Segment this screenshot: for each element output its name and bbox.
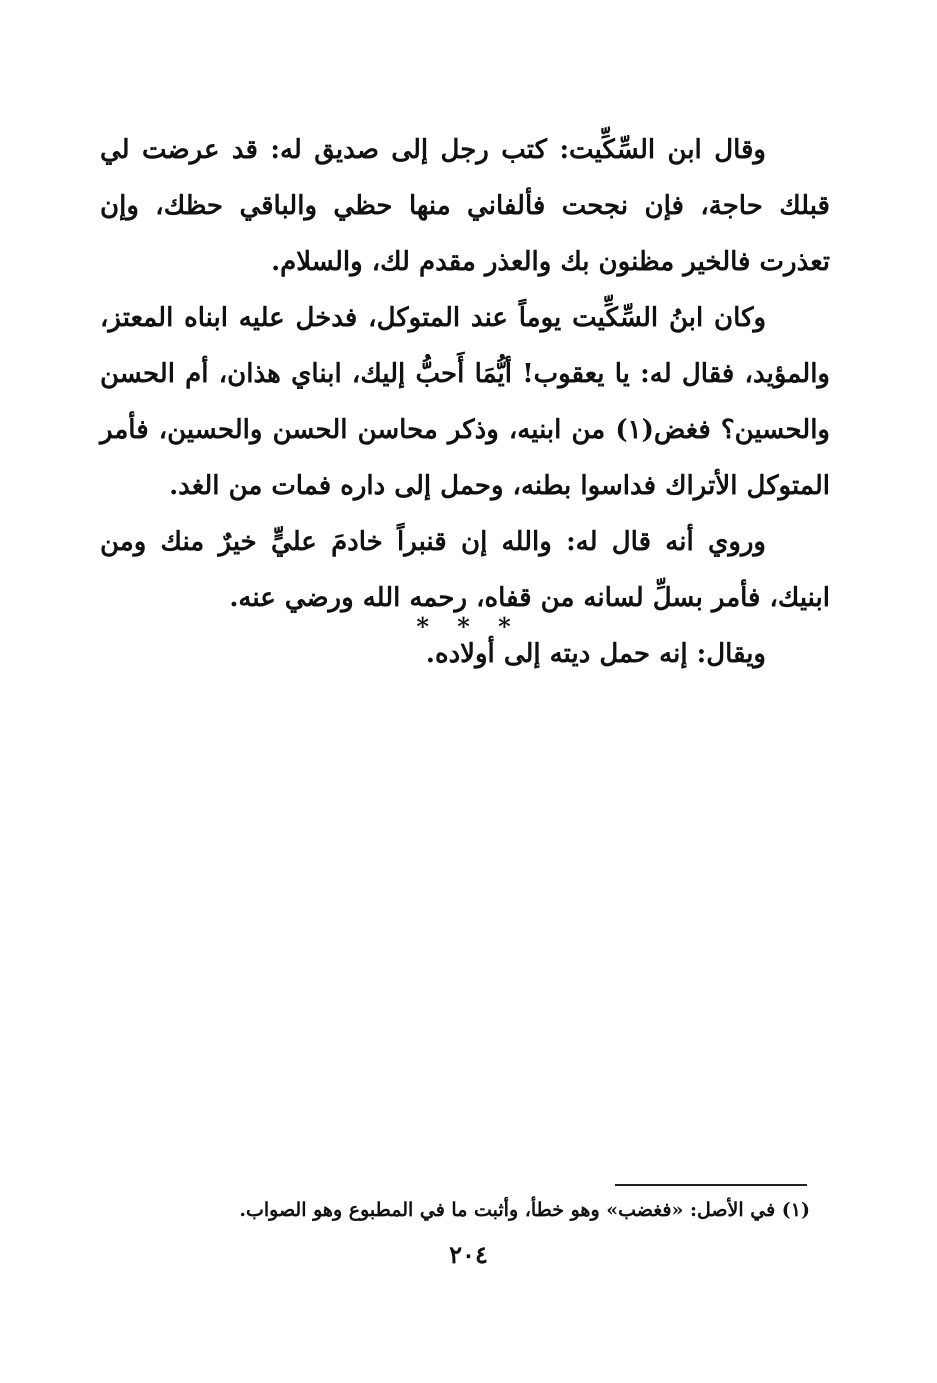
paragraph-2: وكان ابنُ السِّكِّيت يوماً عند المتوكل، فدخل عليه ابناه المعتز، والمؤيد، فقال له: يا يعقوب! أيُّمَا أَحبُّ إليك، ابناي هذان، أم الحسن والحسين؟ فغض(١) من ابنيه، وذكر محاسن الحسن والحسين، فأمر المتوكل الأتراك فداسوا بطنه، وحمل إلى داره فمات من الغد. — [100, 303, 830, 501]
paragraph-1: وقال ابن السِّكِّيت: كتب رجل إلى صديق له: قد عرضت لي قبلك حاجة، فإن نجحت فألفاني منها حظي والباقي حظك، وإن تعذرت فالخير مظنون بك والعذر مقدم لك، والسلام. — [100, 135, 830, 277]
main-text — [100, 122, 830, 682]
page-number: ٢٠٤ — [449, 1240, 488, 1269]
footnote-divider — [615, 1184, 807, 1186]
footnote: (١) في الأصل: «فغضب» وهو خطأ، وأثبت ما في المطبوع وهو الصواب. — [239, 1199, 810, 1221]
paragraph-4: ويقال: إنه حمل ديته إلى أولاده. — [425, 639, 766, 669]
section-separator: * * * — [416, 612, 521, 641]
paragraph-3: وروي أنه قال له: والله إن قنبراً خادمَ عليٍّ خيرٌ منك ومن ابنيك، فأمر بسلِّ لسانه من قفاه، رحمه الله ورضي عنه. — [100, 527, 830, 613]
